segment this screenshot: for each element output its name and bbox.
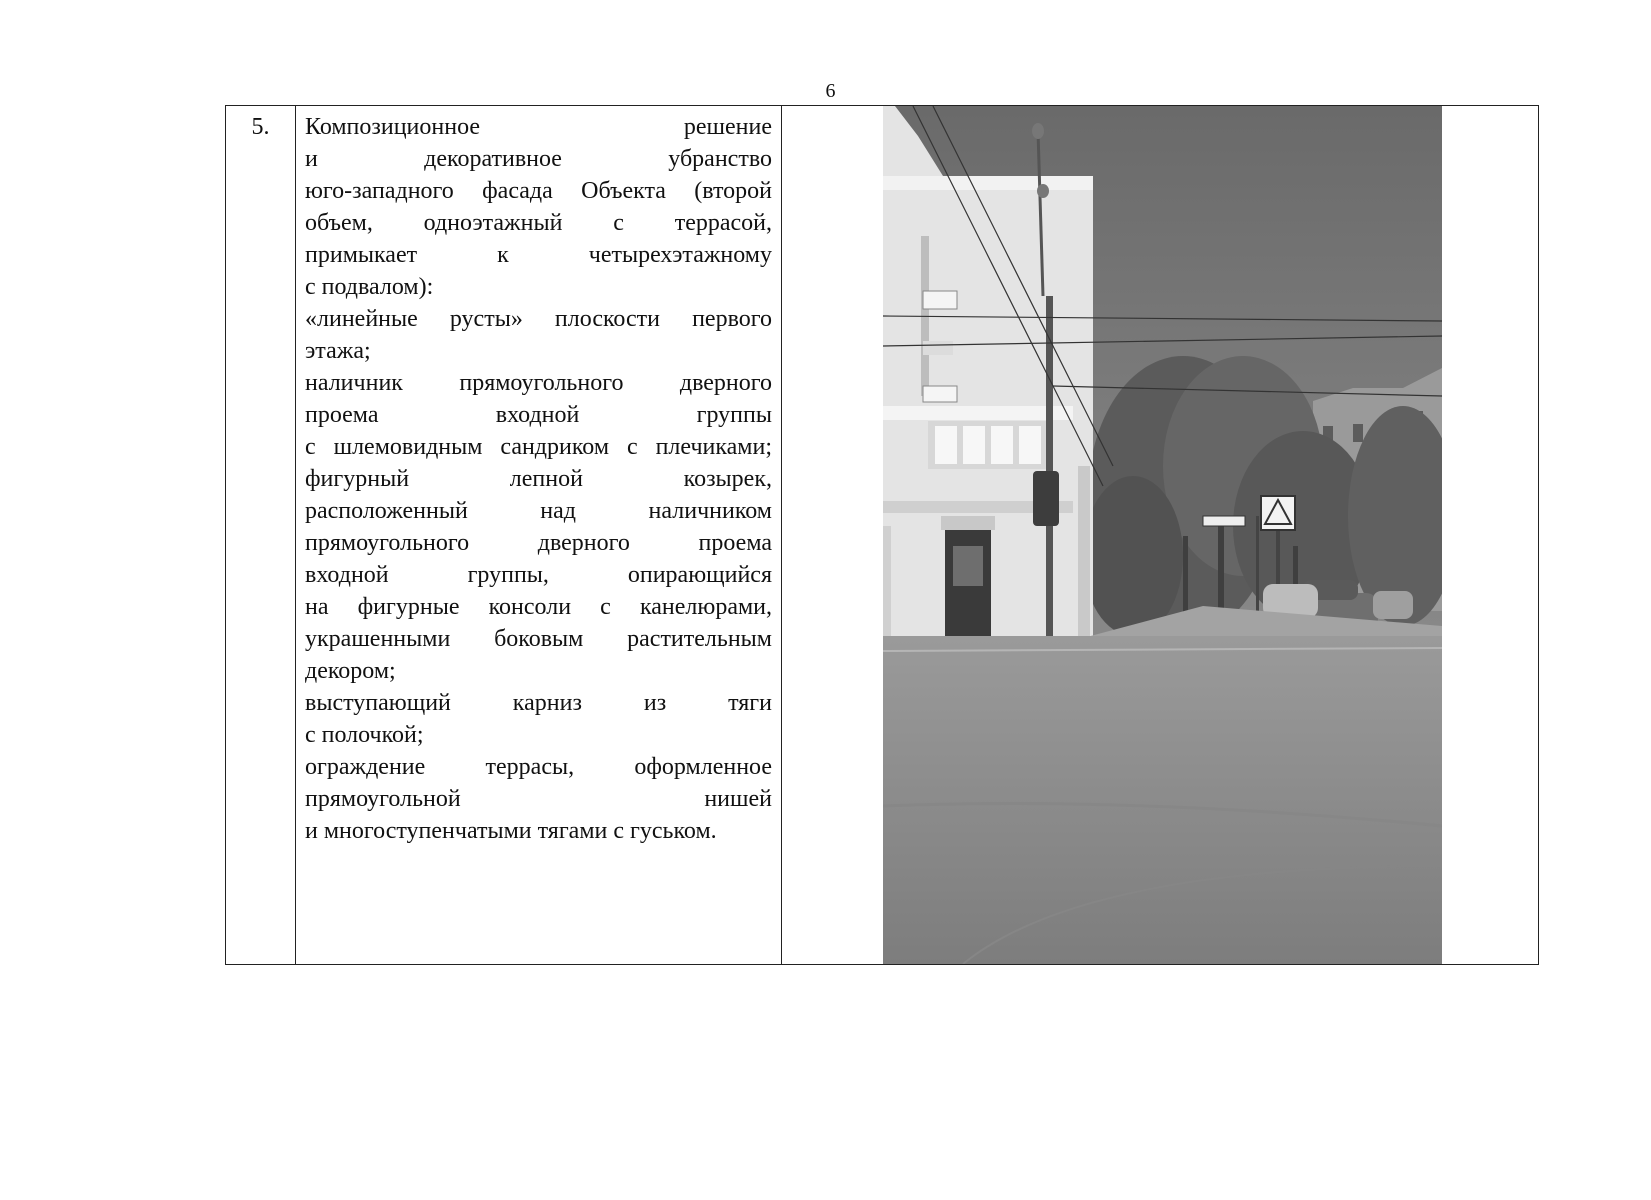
description-line: объем, одноэтажный с террасой, xyxy=(305,210,772,236)
row-number: 5. xyxy=(251,114,270,140)
description-line: этажа; xyxy=(305,338,371,364)
description-line: юго-западного фасада Объекта (второй xyxy=(305,178,772,204)
page-number: 6 xyxy=(825,80,836,102)
description-line: расположенный над наличником xyxy=(305,498,772,524)
description-cell xyxy=(305,111,772,847)
description-line: примыкает к четырехэтажному xyxy=(305,242,772,268)
description-line: с подвалом): xyxy=(305,274,434,300)
description-line: украшенными боковым растительным xyxy=(305,626,772,652)
description-table xyxy=(225,105,1539,965)
description-line: и многоступенчатыми тягами с гуськом. xyxy=(305,818,717,844)
description-line: Композиционное решение xyxy=(305,114,772,140)
description-line: с шлемовидным сандриком с плечиками; xyxy=(305,434,772,460)
column-divider xyxy=(295,106,296,964)
description-line: входной группы, опирающийся xyxy=(305,562,772,588)
description-line: декором; xyxy=(305,658,396,684)
description-line: прямоугольного дверного проема xyxy=(305,530,772,556)
description-line: прямоугольной нишей xyxy=(305,786,772,812)
description-line: «линейные русты» плоскости первого xyxy=(305,306,772,332)
description-line: с полочкой; xyxy=(305,722,424,748)
road xyxy=(883,636,1442,964)
description-line: наличник прямоугольного дверного xyxy=(305,370,772,396)
building xyxy=(883,106,1093,646)
description-line: на фигурные консоли с канелюрами, xyxy=(305,594,772,620)
description-line: выступающий карниз из тяги xyxy=(305,690,772,716)
facade-photo xyxy=(883,106,1442,964)
column-divider xyxy=(781,106,782,964)
description-line: и декоративное убранство xyxy=(305,146,772,172)
description-line: фигурный лепной козырек, xyxy=(305,466,772,492)
description-line: ограждение террасы, оформленное xyxy=(305,754,772,780)
description-line: проема входной группы xyxy=(305,402,772,428)
street-photo-illustration xyxy=(883,106,1442,964)
